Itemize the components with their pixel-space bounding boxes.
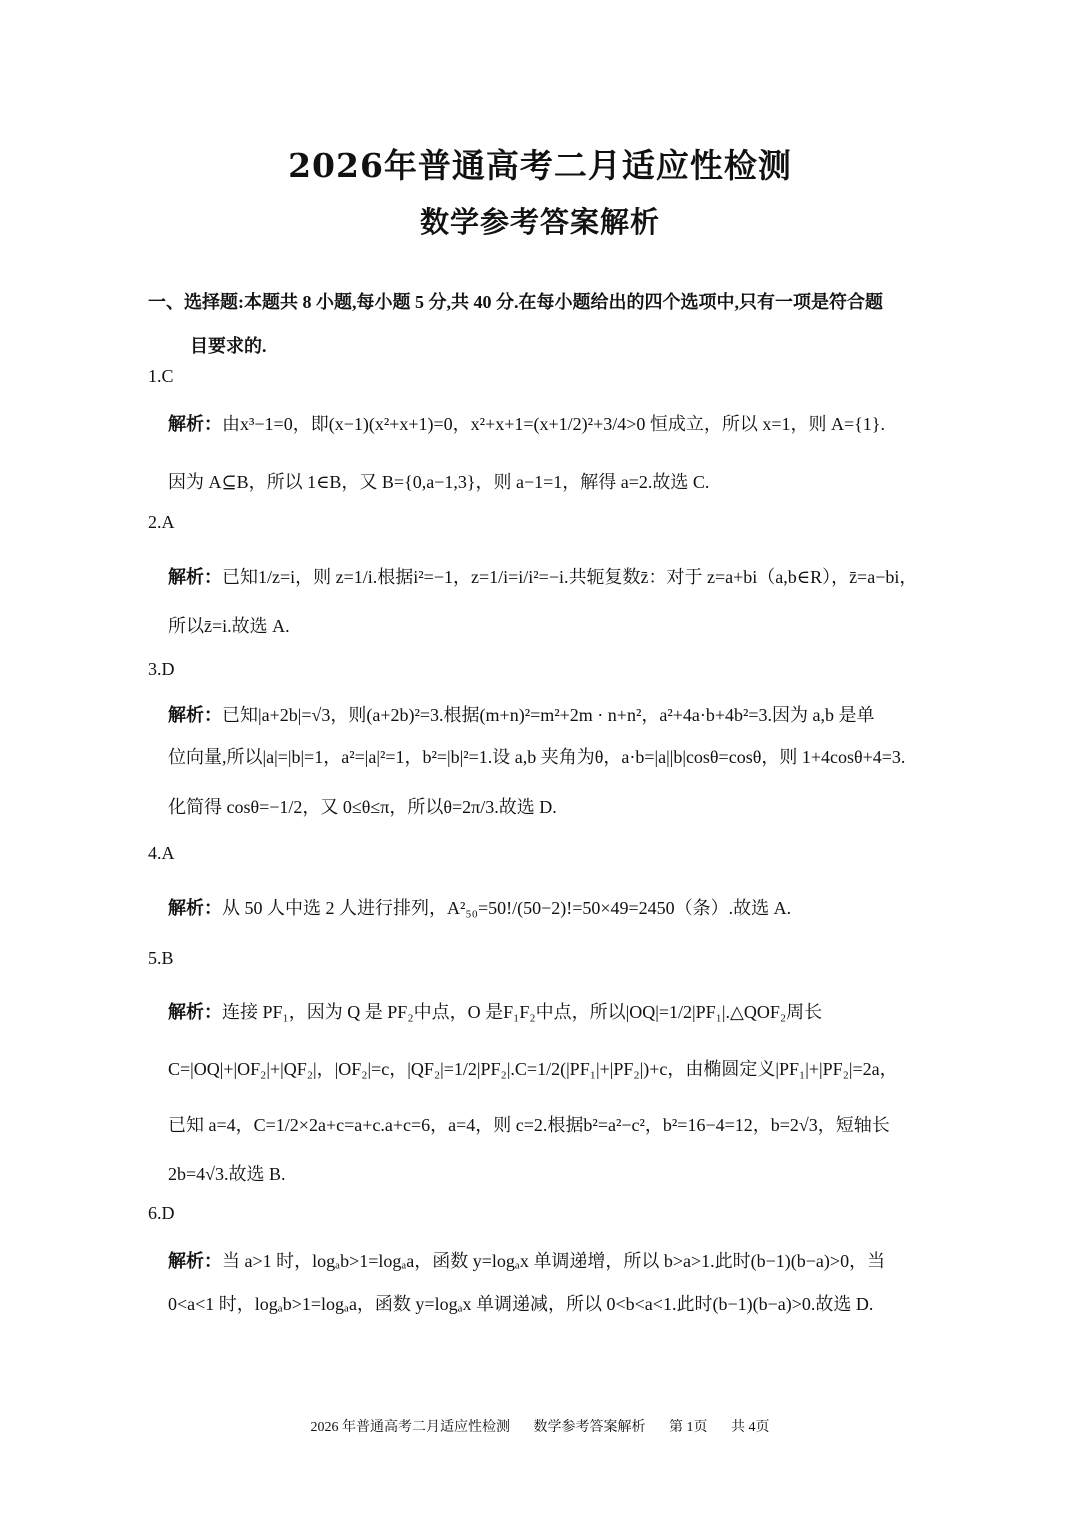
question-5-text-1: 连接 PF₁，因为 Q 是 PF₂中点，O 是F₁F₂中点，所以|OQ|=1/2|PF₁|.△QOF₂周长 — [222, 1002, 823, 1022]
question-2-text-2: 所以z̄=i.故选 A. — [168, 616, 290, 636]
question-1-text-1: 由x³−1=0，即(x−1)(x²+x+1)=0，x²+x+1=(x+1/2)²+3/4>0 恒成立，所以 x=1，则 A={1}. — [222, 414, 885, 434]
page-footer — [0, 1416, 1080, 1436]
analysis-label: 解析： — [168, 1251, 222, 1271]
question-5-line-1 — [168, 998, 933, 1024]
analysis-label: 解析： — [168, 705, 222, 725]
question-3-answer: 3.D — [148, 659, 175, 679]
question-1-answer: 1.C — [148, 366, 174, 386]
page-subtitle: 数学参考答案解析 — [419, 205, 660, 239]
question-4-text-1: 从 50 人中选 2 人进行排列，A²₅₀=50!/(50−2)!=50×49=2450（条）.故选 A. — [222, 898, 792, 918]
question-4-answer: 4.A — [148, 843, 175, 863]
question-5-text-2: C=|OQ|+|OF₂|+|QF₂|，|OF₂|=c，|QF₂|=1/2|PF₂|.C=1/2(|PF₁|+|PF₂|)+c，由椭圆定义|PF₁|+|PF₂|=2a， — [168, 1059, 898, 1079]
question-5-text-4: 2b=4√3.故选 B. — [168, 1164, 286, 1184]
section-heading-line-1: 一、选择题:本题共 8 小题,每小题 5 分,共 40 分.在每小题给出的四个选项中,只有一项是符合题 — [148, 292, 883, 312]
question-6-text-2: 0<a<1 时，logₐb>1=logₐa，函数 y=logₐx 单调递减，所以 0<b<a<1.此时(b−1)(b−a)>0.故选 D. — [168, 1294, 874, 1314]
analysis-label: 解析： — [168, 567, 222, 587]
question-1-text-2: 因为 A⊆B，所以 1∈B，又 B={0,a−1,3}，则 a−1=1，解得 a=2.故选 C. — [168, 472, 710, 492]
question-6-text-1: 当 a>1 时，logₐb>1=logₐa，函数 y=logₐx 单调递增，所以 b>a>1.此时(b−1)(b−a)>0，当 — [222, 1251, 886, 1271]
question-5-text-3: 已知 a=4，C=1/2×2a+c=a+c.a+c=6，a=4，则 c=2.根据b²=a²−c²，b²=16−4=12，b=2√3，短轴长 — [168, 1115, 890, 1135]
question-1-line-1 — [168, 410, 933, 436]
question-4-line-1 — [168, 894, 933, 920]
question-6-answer: 6.D — [148, 1203, 175, 1223]
question-3-text-1: 已知|a+2b|=√3，则(a+2b)²=3.根据(m+n)²=m²+2m · n+n²，a²+4a·b+4b²=3.因为 a,b 是单 — [222, 705, 875, 725]
question-3-text-2: 位向量,所以|a|=|b|=1，a²=|a|²=1，b²=|b|²=1.设 a,b 夹角为θ，a·b=|a||b|cosθ=cosθ，则 1+4cosθ+4=3. — [168, 747, 906, 767]
section-heading-line-2: 目要求的. — [190, 336, 267, 356]
footer-title: 2026 年普通高考二月适应性检测 — [310, 1420, 510, 1435]
question-2-answer: 2.A — [148, 512, 175, 532]
page-title: 2026年普通高考二月适应性检测 — [288, 146, 792, 185]
analysis-label: 解析： — [168, 898, 222, 918]
question-6-line-1 — [168, 1247, 933, 1273]
question-5-answer: 5.B — [148, 948, 174, 968]
footer-doc: 数学参考答案解析 — [533, 1420, 646, 1435]
question-3-line-1 — [168, 701, 933, 727]
question-2-text-1: 已知1/z=i，则 z=1/i.根据i²=−1，z=1/i=i/i²=−i.共轭复数z̄：对于 z=a+bi（a,b∈R），z̄=a−bi， — [222, 567, 918, 587]
footer-total-pages: 共 4页 — [731, 1420, 770, 1435]
question-2-line-1 — [168, 563, 933, 589]
footer-page-number: 第 1页 — [669, 1420, 708, 1435]
analysis-label: 解析： — [168, 1002, 222, 1022]
question-3-text-3: 化简得 cosθ=−1/2，又 0≤θ≤π，所以θ=2π/3.故选 D. — [168, 797, 557, 817]
analysis-label: 解析： — [168, 414, 222, 434]
